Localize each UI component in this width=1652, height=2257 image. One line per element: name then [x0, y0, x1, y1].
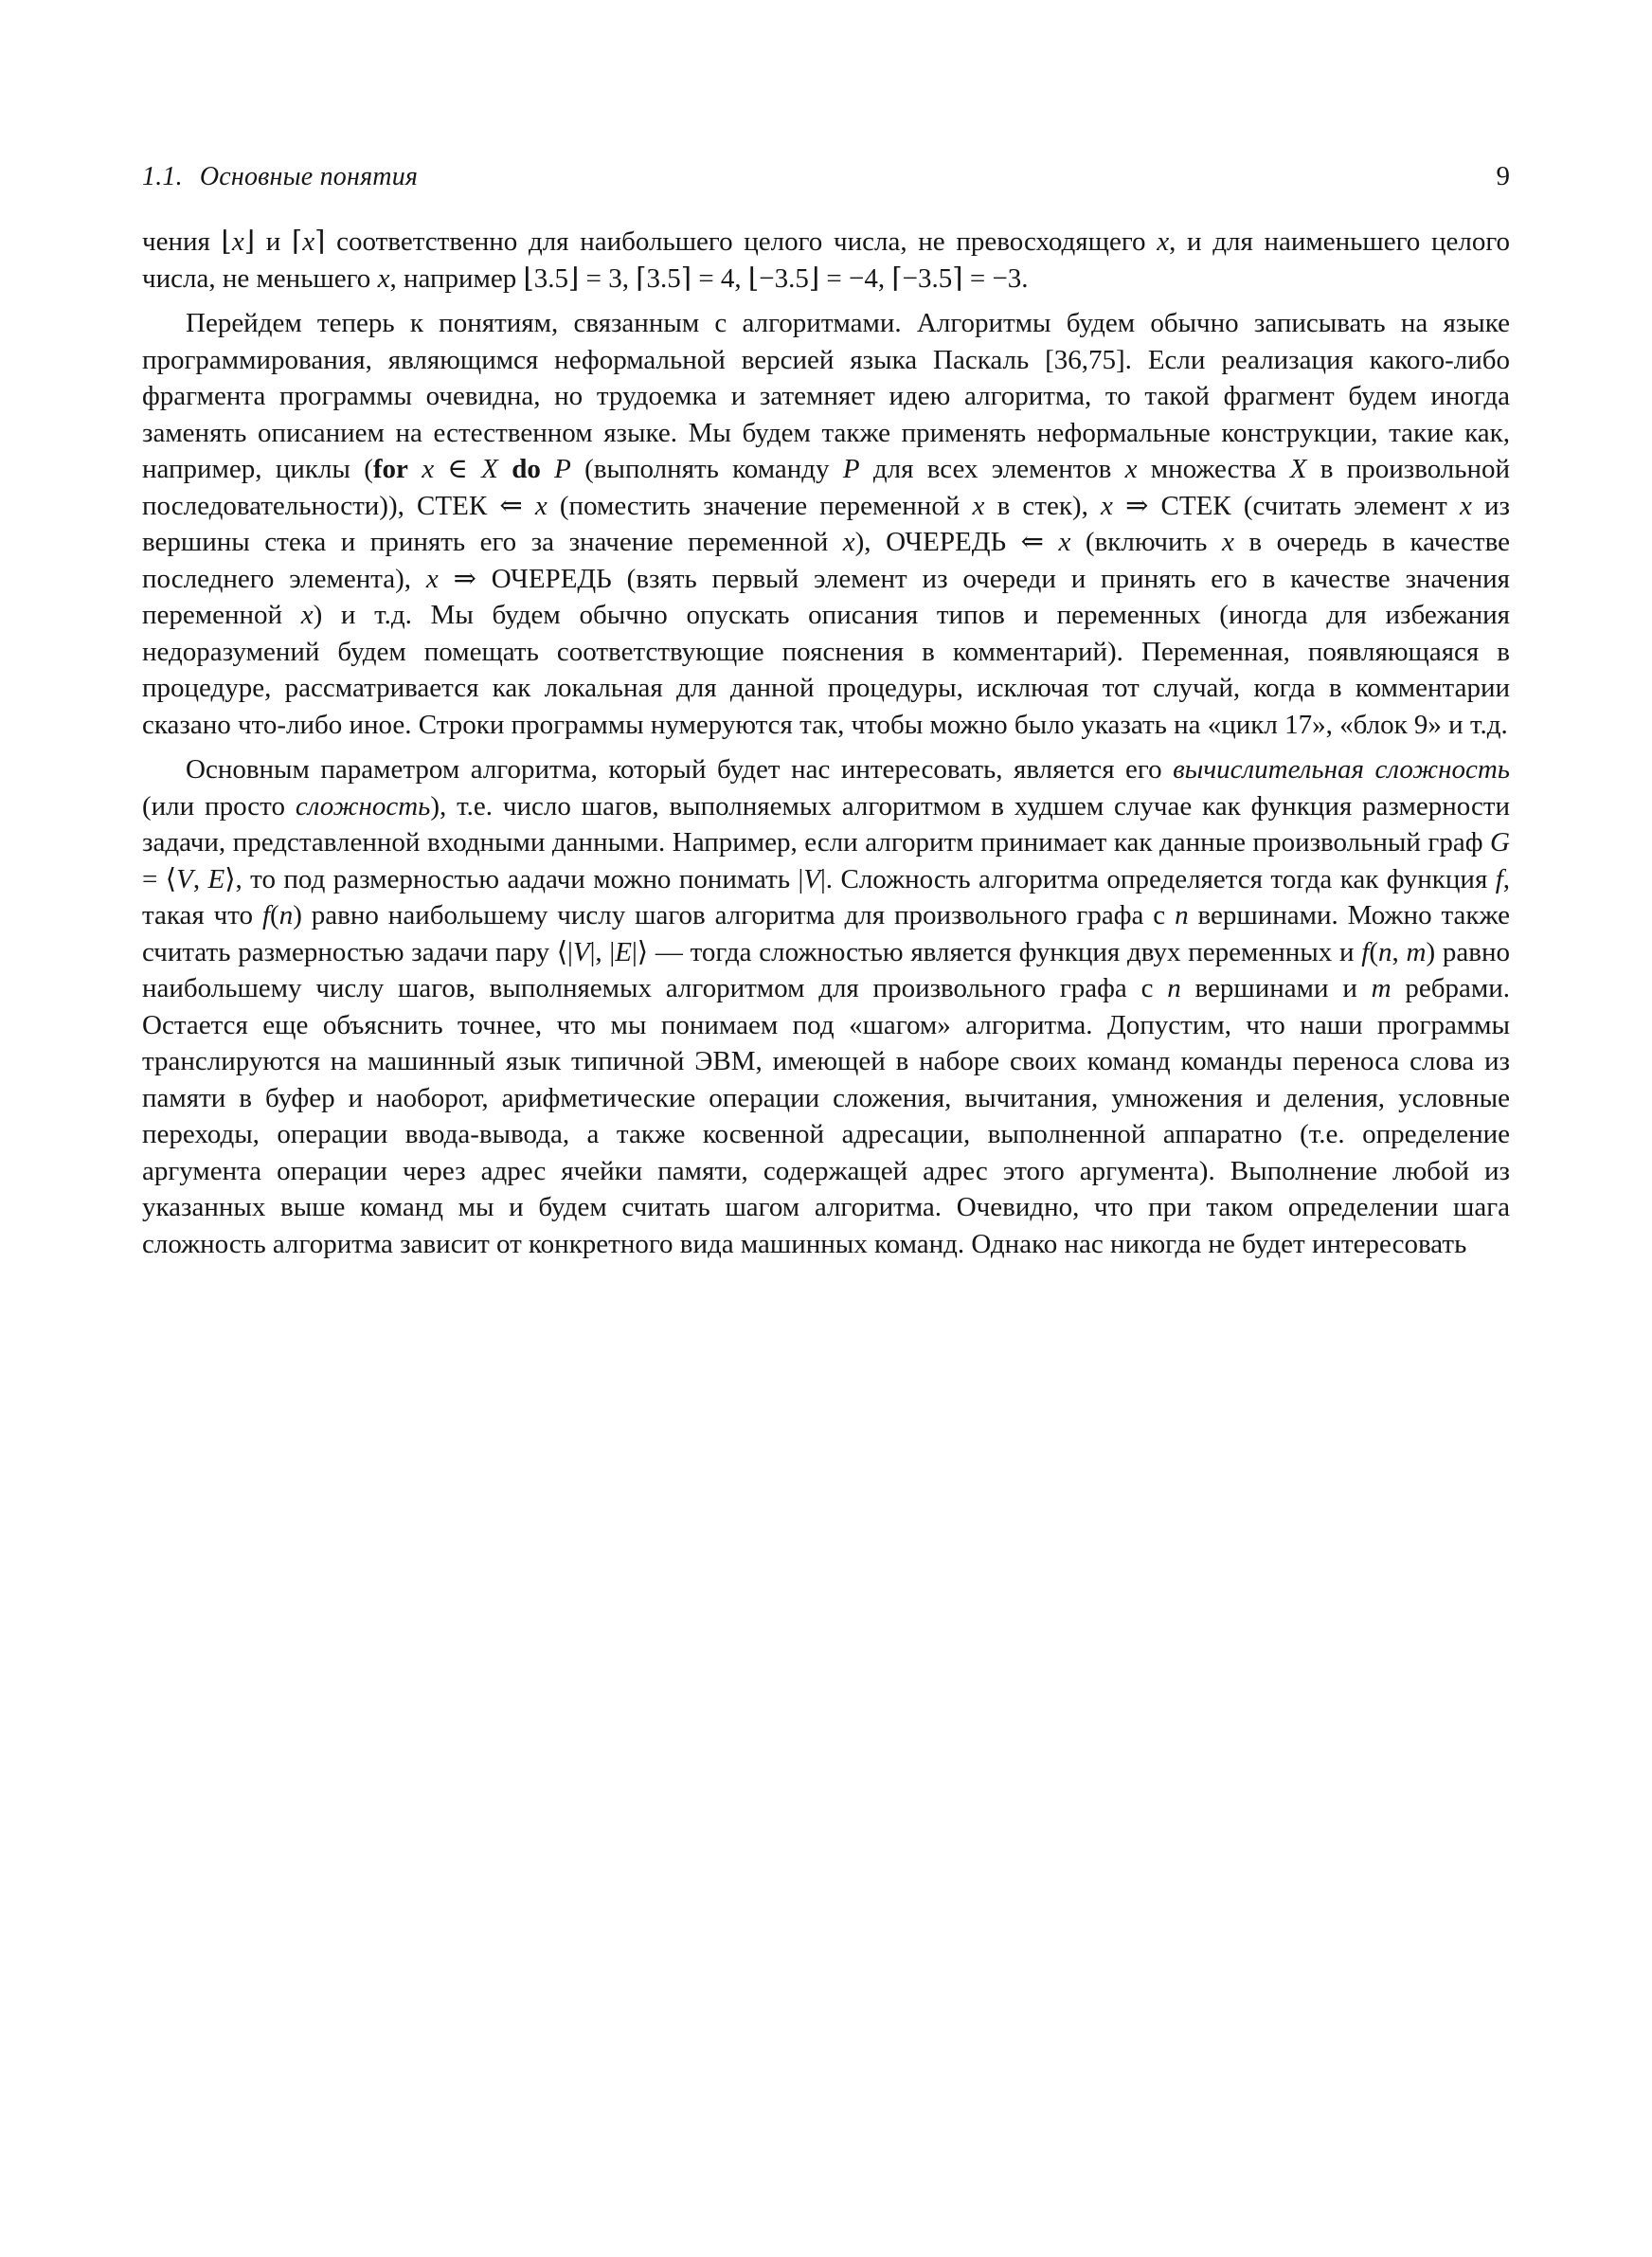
text-run: x: [1124, 454, 1138, 484]
text-run: x: [302, 226, 315, 257]
text-run: f: [1361, 936, 1370, 967]
paragraph: чения ⌊x⌋ и ⌈x⌉ соответственно для наибольшего целого числа, не превосходящего x, и для наименьшего целого числа, не меньшего x, например ⌊3.5⌋ = 3, ⌈3.5⌉ = 4, ⌊−3.5⌋ = −4, ⌈−3.5⌉ = −3.: [142, 226, 1511, 294]
text-run: m: [1406, 936, 1427, 967]
page-body: [142, 224, 1510, 1262]
text-run: n: [1167, 973, 1181, 1003]
text-run: P: [554, 454, 571, 484]
text-run: x: [1221, 527, 1234, 557]
text-run: x: [534, 490, 548, 521]
text-run: X: [481, 454, 498, 484]
text-run: n: [278, 900, 294, 930]
text-run: V: [572, 936, 590, 967]
text-run: V: [803, 863, 820, 894]
text-run: V: [176, 863, 193, 894]
text-run: x: [1157, 226, 1170, 257]
page-header: [142, 161, 1510, 192]
section-number: 1.1.: [142, 162, 183, 191]
text-run: do: [512, 454, 541, 484]
text-run: вычислительная сложность: [1173, 754, 1510, 785]
text-run: x: [842, 527, 855, 557]
text-run: x: [377, 262, 390, 294]
paragraph: Основным параметром алгоритма, который будет нас интересовать, является его вычислительная сложность (или просто сложность), т.е. число шагов, выполняемых алгоритмом в худшем случае как функция размерности задачи, представленной входными данными. Например, если алгоритм принимает как данные произвольный граф G = ⟨V, E⟩, то под размерностью аадачи можно понимать |V|. Сложность алгоритма определяется тогда как функция f, такая что f(n) равно наибольшему числу шагов алгоритма для произвольного графа с n вершинами. Можно также считать размерностью задачи пару ⟨|V|, |E|⟩ — тогда сложностью является функция двух переменных и f(n, m) равно наибольшему числу шагов, выполняемых алгоритмом для произвольного графа с n вершинами и m ребрами. Остается еще объяснить точнее, что мы понимаем под «шагом» алгоритма. Допустим, что наши программы транслируются на машинный язык типичной ЭВМ, имеющей в наборе своих команд команды переноса слова из памяти в буфер и наоборот, арифметические операции сложения, вычитания, умножения и деления, условные переходы, операции ввода-вывода, а также косвенной адресации, выполненной аппаратно (т.е. определение аргумента операции через адрес ячейки памяти, содержащей адрес этого аргумента). Выполнение любой из указанных выше команд мы и будем считать шагом алгоритма. Очевидно, что при таком определении шага сложность алгоритма зависит от конкретного вида машинных команд. Однако нас никогда не будет интересовать: [142, 754, 1511, 1259]
text-run: x: [300, 600, 314, 630]
text-run: m: [1371, 973, 1392, 1003]
text-run: n: [1175, 900, 1189, 930]
text-run: x: [1459, 490, 1472, 521]
text-run: f: [261, 900, 271, 930]
text-run: for: [372, 454, 408, 484]
text-run: E: [615, 936, 632, 967]
text-run: x: [231, 226, 244, 257]
page-number: 9: [1496, 161, 1510, 191]
text-run: E: [207, 863, 225, 894]
text-run: f: [1495, 863, 1503, 894]
text-run: сложность: [295, 790, 431, 822]
text-run: x: [1101, 490, 1113, 521]
text-run: P: [842, 454, 860, 484]
text-run: x: [1058, 527, 1071, 557]
text-run: X: [1289, 454, 1307, 484]
text-run: x: [972, 490, 985, 521]
text-run: x: [422, 454, 435, 484]
running-head-section: [142, 162, 418, 192]
text-run: G: [1490, 827, 1510, 858]
paragraph: Перейдем теперь к понятиям, связанным с алгоритмами. Алгоритмы будем обычно записывать на языке программирования, являющимся неформальной версией языка Паскаль [36,75]. Если реализация какого-либо фрагмента программы очевидна, но трудоемка и затемняет идею алгоритма, то такой фрагмент будем иногда заменять описанием на естественном языке. Мы будем также применять неформальные конструкции, такие как, например, циклы (for x ∈ X do P (выполнять команду P для всех элементов x множества X в произвольной последовательности)), СТЕК ⇐ x (поместить значение переменной x в стек), x ⇒ СТЕК (считать элемент x из вершины стека и принять его за значение переменной x), ОЧЕРЕДЬ ⇐ x (включить x в очередь в качестве последнего элемента), x ⇒ ОЧЕРЕДЬ (взять первый элемент из очереди и принять его в качестве значения переменной x) и т.д. Мы будем обычно опускать описания типов и переменных (иногда для избежания недоразумений будем помещать соответствующие пояснения в комментарий). Переменная, появляющаяся в процедуре, рассматривается как локальная для данной процедуры, исключая тот случай, когда в комментарии сказано что-либо иное. Строки программы нумеруются так, чтобы можно было указать на «цикл 17», «блок 9» и т.д.: [142, 308, 1511, 740]
text-run: n: [1378, 936, 1392, 967]
section-title: Основные понятия: [199, 162, 419, 191]
text-run: x: [425, 563, 439, 594]
